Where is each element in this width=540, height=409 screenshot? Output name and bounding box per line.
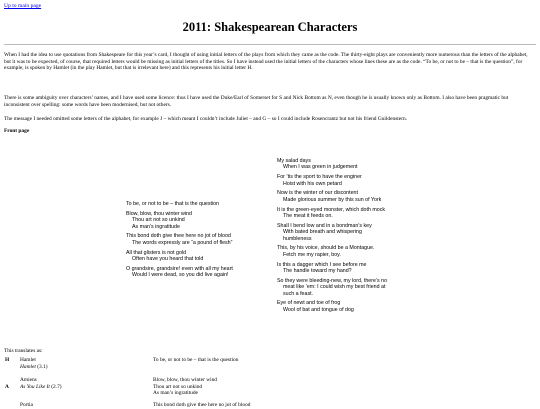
poem-stanza [277, 207, 387, 220]
quote-lines [153, 357, 238, 364]
poem-line: My salad days [277, 158, 311, 164]
poem-line: Fetch me my rapier, boy. [283, 251, 341, 258]
page-title: 2011: Shakespearean Characters [182, 20, 358, 34]
poem-stanza [277, 223, 387, 242]
translates-label: This translates as: [4, 348, 43, 354]
poem-left-column [126, 201, 233, 282]
poem-line: Hoist with his own petard [283, 180, 342, 187]
poem-line: Eye of newt and toe of frog [277, 300, 341, 307]
up-to-main-page-link[interactable]: Up to main page [4, 3, 42, 9]
poem-line: Shall I bend low and in a bondman’s key [277, 222, 372, 229]
poem-line: To be, or not to be – that is the question [126, 201, 220, 207]
poem-line: The words expressly are “a pound of flesh” [132, 239, 233, 246]
poem-line: Would I were dead, so you did live again! [132, 272, 229, 279]
poem-line: Blow, blow, thou winter wind [126, 210, 192, 217]
play-title: As You Like It [20, 383, 50, 390]
quote-line: As man’s ingratitude [153, 390, 198, 397]
poem-stanza [277, 158, 387, 171]
poem-line: For ’tis the sport to have the enginer [277, 174, 362, 181]
poem-line: When I was green in judgement [283, 164, 358, 171]
poem-stanza [277, 278, 387, 297]
poem-line: This, by his voice, should be a Montague. [277, 245, 375, 252]
play-title: Hamlet [20, 363, 36, 370]
character-name: Amiens [20, 377, 37, 383]
poem-line: Wool of bat and tongue of dog [283, 306, 354, 313]
poem-line: Often have you heard that told [132, 256, 204, 263]
poem-line: This bond doth give thee here no jot of blood [126, 233, 231, 240]
quote-line: To be, or not to be – that is the question [153, 357, 239, 363]
poem-line: As man’s ingratitude [132, 223, 180, 230]
poem-line: Is this a dagger which I see before me [277, 261, 367, 268]
front-page-heading: Front page [4, 128, 30, 134]
play-reference [20, 364, 48, 371]
quote-lines [153, 377, 217, 397]
poem-line: meat like ’em: I could wish my best friend at [283, 284, 386, 291]
quote-line: This bond doth give thee here no jot of blood [153, 402, 251, 408]
poem-stanza [277, 300, 387, 313]
poem-line: humbleness [283, 235, 312, 242]
character-source [20, 377, 62, 390]
poem-stanza [126, 250, 233, 263]
play-reference [20, 384, 62, 391]
poem-stanza [277, 262, 387, 275]
poem-stanza [277, 190, 387, 203]
character-source [20, 402, 33, 409]
poem-stanza [277, 174, 387, 187]
poem-line: The meat it feeds on. [283, 213, 333, 220]
poem-line: O grandsire, grandsire! even with all my heart [126, 265, 233, 272]
quote-line: Blow, blow, thou winter wind [153, 377, 217, 383]
code-letter: H [5, 357, 10, 363]
title-divider [4, 44, 536, 45]
poem-stanza [126, 233, 233, 246]
poem-stanza [277, 245, 387, 258]
poem-line: Thou art not so unkind [132, 217, 185, 224]
poem-stanza [126, 211, 233, 230]
poem-stanza [126, 201, 233, 207]
act-scene: (2.7) [51, 383, 62, 390]
code-letter: A [5, 384, 9, 390]
poem-line: Made glorious summer by this sun of York [283, 196, 382, 203]
poem-line: The handle toward my hand? [283, 268, 352, 275]
poem-line: So they were bleeding-new, my lord, there’s no [277, 277, 388, 284]
character-source [20, 357, 48, 370]
intro-paragraph-3: The message I needed omitted some letters of the alphabet, for example J – which meant I couldn’t include Juliet – and G – so I could include Rosencrantz but not his friend Guildenstern. [4, 116, 408, 122]
poem-line: such a feast. [283, 290, 314, 297]
character-name: Portia [20, 402, 33, 408]
act-scene: (3.1) [37, 363, 48, 370]
poem-line: All that glisters is not gold [126, 249, 187, 256]
intro-paragraph-1: When I had the idea to use quotations from Shakespeare for this year’s card, I thought of using initial letters of the plays from which they came as the code. The thirty-eight plays are conveniently more numerous than the letters of the alphabet, but it was to be expected, of course, that required letters would be missing as initial letters of the titles. So I have instead used the initial letters of the characters whose lines these are as the code. “To be, or not to be – that is the question”, for example, is spoken by Hamlet (in the play Hamlet, but that is irrelevant here) and this represents his initial letter H. [4, 52, 528, 72]
poem-line: With bated breath and whispering [283, 229, 362, 236]
poem-stanza [126, 266, 233, 279]
poem-line: Now is the winter of our discontent [277, 190, 358, 197]
intro-paragraph-2: There is some ambiguity over characters’ names, and I have used some licence: thus I have used the Duke/Earl of Somerset for S and Nick Bottom as N, even though he is usually known only as Bottom. I also have been pragmatic but inconsistent over spelling: some words have been modernised, but not others. [4, 95, 509, 108]
poem-right-column [277, 158, 387, 317]
quote-lines [153, 402, 250, 409]
character-name: Hamlet [20, 357, 36, 363]
quote-line: Thou art not so unkind [153, 383, 203, 390]
poem-line: It is the green-eyed monster, which doth mock [277, 206, 386, 213]
